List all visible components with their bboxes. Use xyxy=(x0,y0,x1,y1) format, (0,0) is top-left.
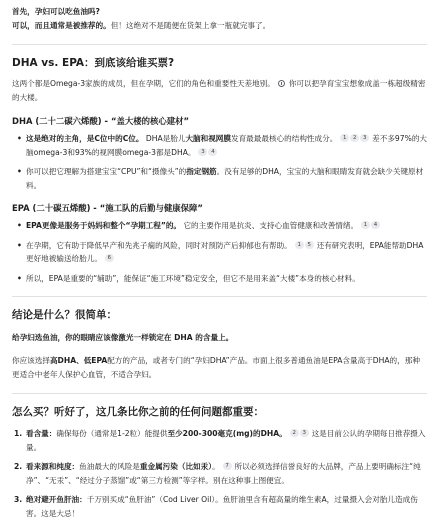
list-item xyxy=(26,132,427,159)
intro-answer-rest: 但！这绝对不是随便在货架上拿一瓶就完事了。 xyxy=(110,21,271,30)
how-title: 怎么买？听好了，这几条比你之前的任何问题都重要： xyxy=(12,406,264,418)
citation-chip[interactable]: 2 xyxy=(350,134,359,142)
intro-answer-bold: 可以，而且通常是被推荐的。 xyxy=(12,21,111,30)
epa-item-bold: EPA更像是服务于妈妈和整个“孕期工程”的。 xyxy=(26,221,182,230)
list-item xyxy=(26,219,427,233)
citation-chip[interactable]: 6 xyxy=(105,254,114,262)
epa-item-text: 在孕期，它有助于降低早产和先兆子痫的风险，同时对预防产后抑郁也有帮助。 xyxy=(26,240,292,250)
conclusion-bold-line: 给孕妇选鱼油，你的眼睛应该像激光一样锁定在 DHA 的含量上。 xyxy=(12,333,234,342)
dha-heading: DHA (二十二碳六烯酸) - “盖大楼的核心建材” xyxy=(12,116,189,126)
section-how-to-buy xyxy=(12,404,427,520)
section-conclusion xyxy=(12,307,427,382)
citation-chip[interactable]: 3 xyxy=(360,134,369,142)
epa-item-text-b: 还有研究表明，EPA能帮助DHA更好地被输送给胎儿。 xyxy=(26,240,424,263)
citation-chip[interactable]: 7 xyxy=(223,462,232,470)
intro-answer xyxy=(12,19,427,33)
epa-heading: EPA (二十碳五烯酸) - “施工队的后勤与健康保障” xyxy=(12,203,203,213)
epa-item-text: 所以，EPA是重要的“辅助”，能保证“施工环境”稳定安全，但它不是用来盖“大楼”本身的核心材料。 xyxy=(26,273,360,283)
how-item-bold: 看含量： xyxy=(26,429,57,438)
section-dha-vs-epa xyxy=(12,55,427,285)
conclusion-paragraph xyxy=(12,354,427,382)
dha-item-text: DHA是胎儿 xyxy=(145,134,186,143)
how-item-bold: 看来源和纯度： xyxy=(26,462,80,471)
how-item-text-c: 所以必须选择信誉良好的大品牌，产品上要明确标注“纯净”、“无汞”、“经过分子蒸馏”或“第三方检测”等字样。别在这种事上图便宜。 xyxy=(26,462,421,485)
list-item xyxy=(26,493,427,520)
dha-item-text-b: 。没有足够的DHA，宝宝的大脑和眼睛发育就会缺少关键原材料。 xyxy=(26,167,424,190)
intro-question-text: 首先，孕妇可以吃鱼油吗? xyxy=(12,7,100,16)
citation-chip[interactable]: 1 xyxy=(340,134,349,142)
divider xyxy=(12,393,427,394)
list-item xyxy=(26,165,427,192)
how-item-text-b: 。 xyxy=(212,462,220,471)
dha-item-text-c: 差不多97%的大脑omega-3和93%的视网膜omega-3都是DHA。 xyxy=(26,134,428,157)
citation-chip[interactable]: 1 xyxy=(295,241,304,249)
dha-item-text: 你可以把它理解为搭建宝宝“CPU”和“摄像头”的 xyxy=(26,167,187,176)
section-intro-text-b: 你可以把孕育宝宝想象成盖一栋超级精密的大楼。 xyxy=(12,79,426,102)
how-item-bold2: 至少200-300毫克(mg)的DHA。 xyxy=(167,429,287,438)
how-item-bold2: 重金属污染（比如汞） xyxy=(139,462,213,471)
list-item xyxy=(26,239,427,266)
intro-question xyxy=(12,5,427,19)
citation-chip[interactable]: 4 xyxy=(208,148,217,156)
how-item-text-b: 这是目前公认的孕期每日推荐摄入量。 xyxy=(26,429,426,452)
section-intro-text-a: 这两个都是Omega-3家族的成员，但在孕期，它们的角色和重要性天差地别。 xyxy=(12,79,275,88)
list-item xyxy=(26,460,427,487)
citation-chip[interactable]: 4 xyxy=(371,221,380,229)
epa-list xyxy=(12,219,427,285)
dha-item-bold: 指定钢筋 xyxy=(186,167,217,176)
dha-list xyxy=(12,132,427,192)
dha-item-bold: 这是绝对的主角，是C位中的C位。 xyxy=(26,134,144,143)
conclusion-title: 结论是什么？很简单： xyxy=(12,309,117,321)
section-intro xyxy=(12,77,427,105)
conclusion-bold-a: 高DHA、低EPA xyxy=(49,356,108,365)
source-link-icon[interactable] xyxy=(278,80,285,87)
how-list xyxy=(12,427,427,520)
citation-chip[interactable]: 1 xyxy=(361,221,370,229)
divider xyxy=(12,296,427,297)
conclusion-text-b: 配方的产品，或者专门的“孕妇DHA”产品。市面上很多普通鱼油是EPA含量高于DHA的，那种更适合中老年人保护心血管，不适合孕妇。 xyxy=(12,356,420,379)
list-item xyxy=(26,272,427,286)
conclusion-text-a: 你应该选择 xyxy=(12,356,50,365)
how-item-text: 鱼油最大的风险是 xyxy=(79,462,140,471)
section-title: DHA vs. EPA：到底该给谁买票? xyxy=(12,57,175,69)
how-item-bold: 绝对避开鱼肝油： xyxy=(26,495,87,504)
divider xyxy=(12,44,427,45)
intro xyxy=(12,0,427,33)
how-item-text: 千万别买成“鱼肝油”（Cod Liver Oil）。鱼肝油里含有超高量的维生素A，过量摄入会对胎儿造成伤害。这是大忌！ xyxy=(26,495,418,518)
how-item-text: 确保每份（通常是1-2粒）能提供 xyxy=(56,429,168,438)
epa-item-text: 它的主要作用是抗炎、支持心血管健康和改善情绪。 xyxy=(183,221,359,230)
citation-chip[interactable]: 5 xyxy=(305,241,314,249)
citation-chip[interactable]: 3 xyxy=(300,429,309,437)
citation-chip[interactable]: 3 xyxy=(198,148,207,156)
citation-chip[interactable]: 2 xyxy=(290,429,299,437)
list-item xyxy=(26,427,427,454)
dha-item-text-b: 发育最最最核心的结构性成分。 xyxy=(231,134,338,143)
dha-item-bold2: 大脑和视网膜 xyxy=(185,134,231,143)
